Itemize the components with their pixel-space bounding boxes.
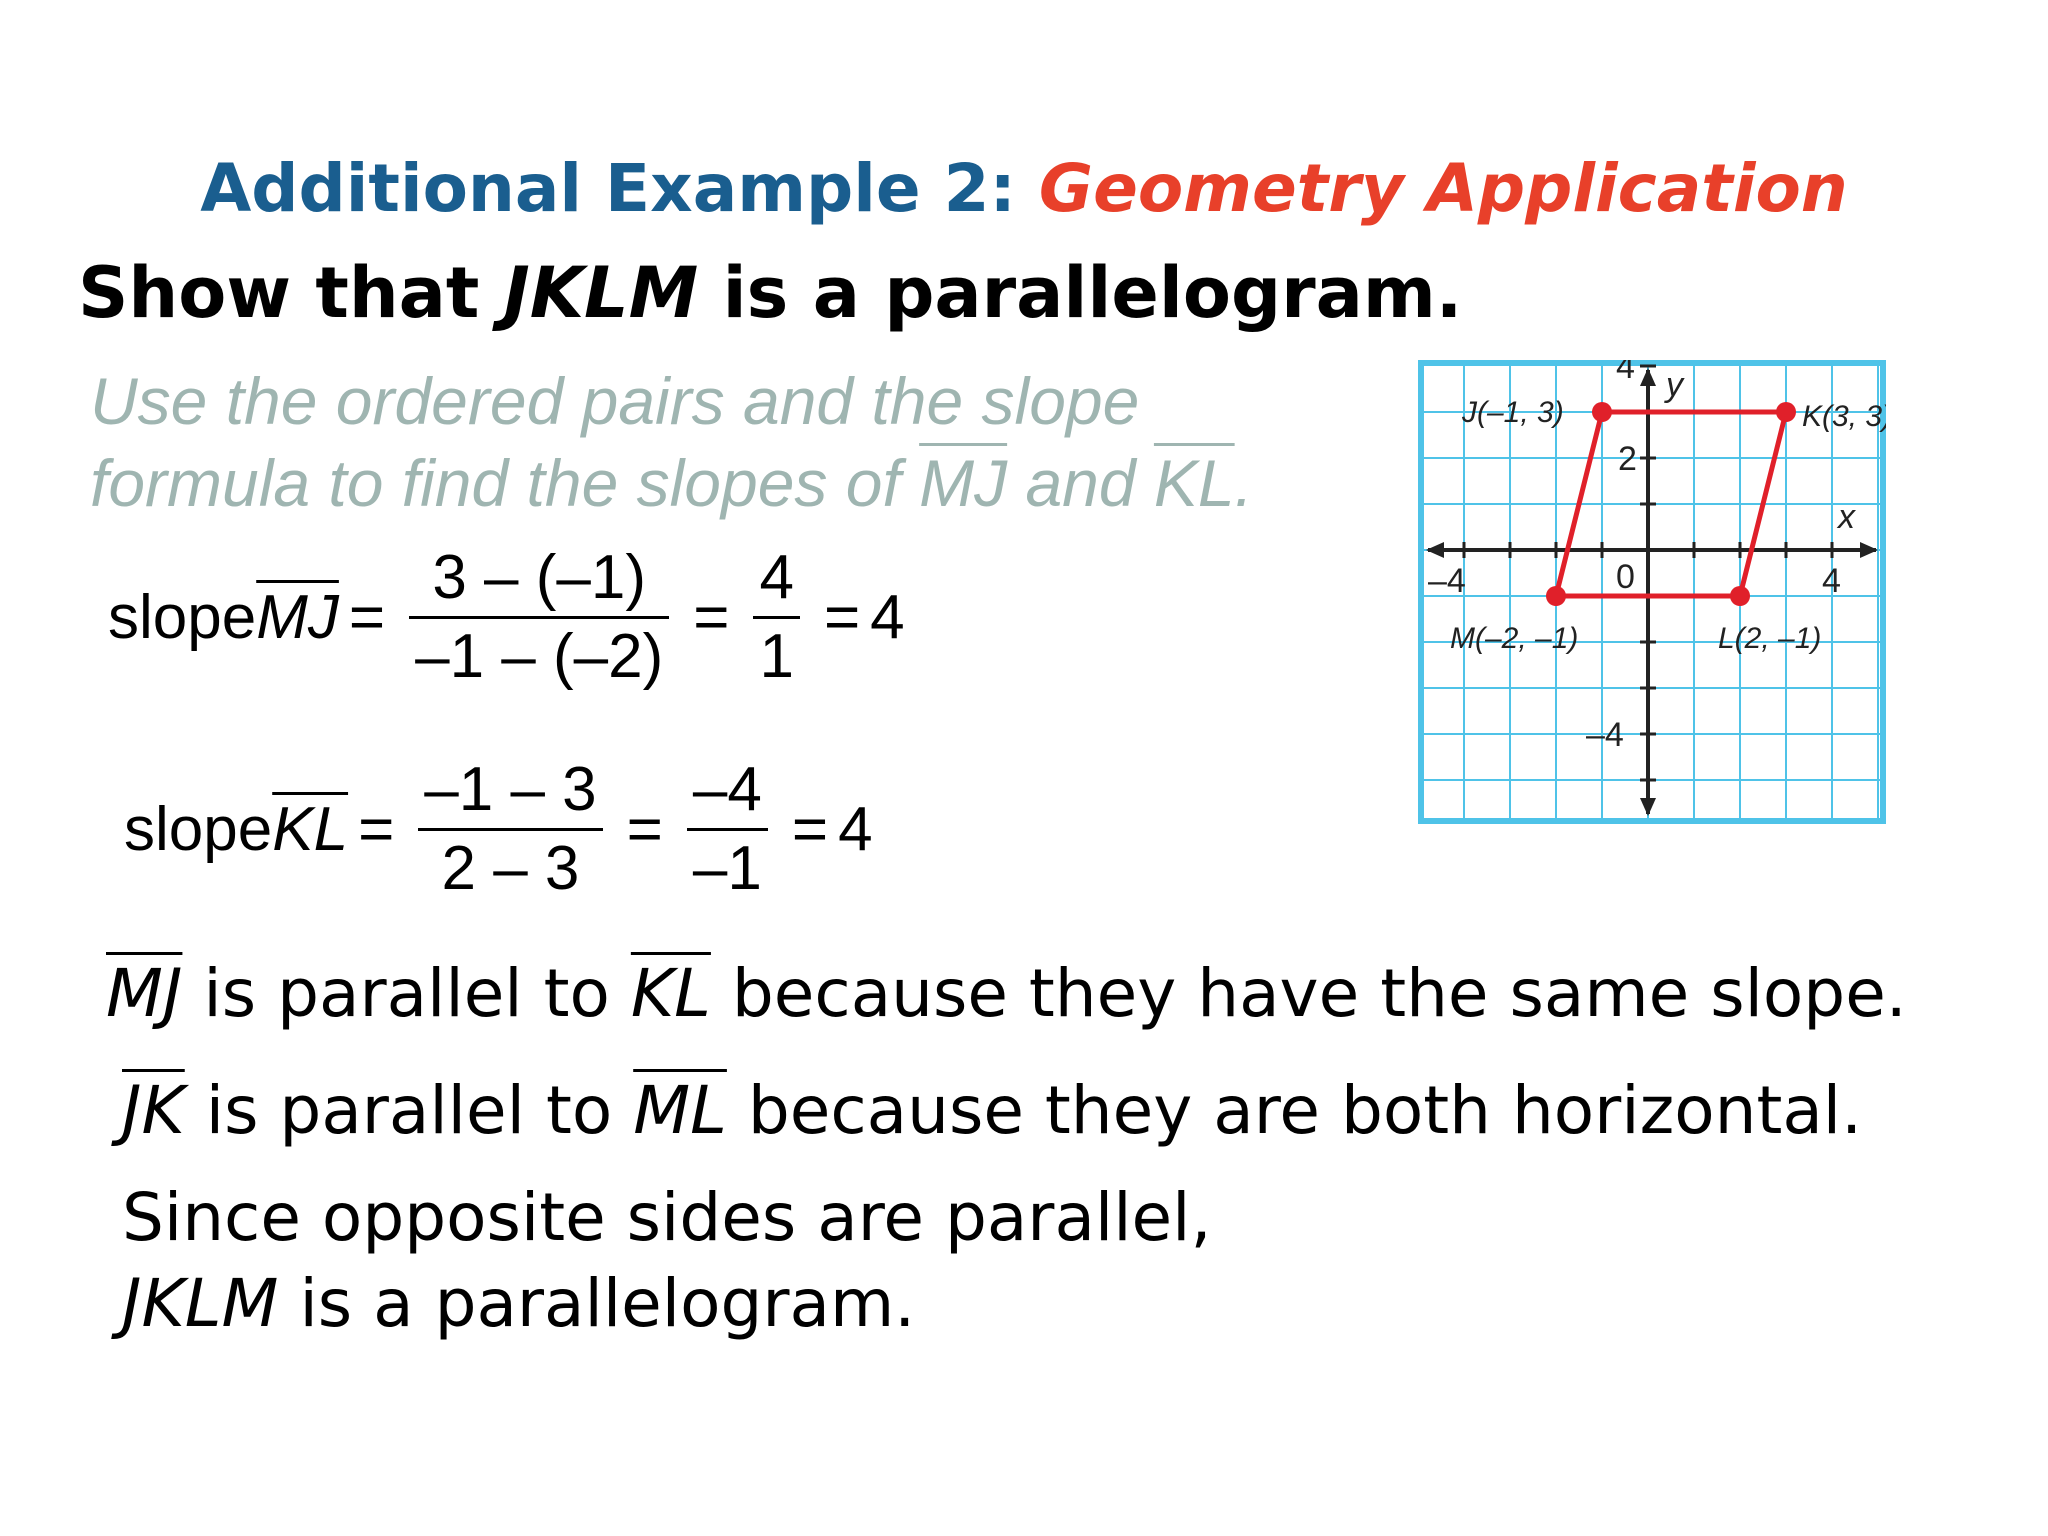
vertex-point [1730,586,1750,606]
conclusion-line-2 [122,1261,1211,1347]
hint-text [90,360,1253,524]
eq2-numerator: –1 – 3 [424,755,597,824]
tick-label-x-4: 4 [1822,562,1841,600]
stmt1-segment-1: $\overline{MJ}$ [106,955,183,1032]
hint-line-2-before: formula to find the slopes of [90,446,920,520]
statement-parallel-horizontal [122,1072,1862,1149]
prompt-figure: JKLM [503,252,699,334]
tick-label-y-neg-4: –4 [1586,716,1624,754]
eq1-result: 4 [870,583,905,652]
conclusion-line-1: Since opposite sides are parallel, [122,1179,1212,1256]
vertex-label: M(–2, –1) [1450,622,1579,655]
tick-label-origin: 0 [1616,558,1635,596]
eq1-fraction-1 [409,540,669,695]
eq2-equals-1: = [358,795,395,864]
title-emphasis: Geometry Application [1038,150,1848,227]
statement-parallel-slope [106,955,1907,1032]
eq2-fraction-2 [687,752,768,907]
tick-label-y-2: 2 [1618,440,1637,478]
stmt1-segment-2: $\overline{KL}$ [630,955,711,1032]
hint-end: . [1234,446,1253,520]
eq1-segment: $\overline{MJ}$ [256,583,339,652]
eq1-label: slope [108,583,257,652]
eq2-fraction-1 [418,752,602,907]
stmt2-segment-1: $\overline{JK}$ [122,1072,185,1149]
prompt-after: is a parallelogram. [698,252,1463,334]
coordinate-graph [1418,360,1886,824]
eq1-numerator-2: 4 [759,543,794,612]
slope-equation-mj [108,540,905,695]
stmt1-end: because they have the same slope. [710,955,1907,1032]
tick-label-y-4: 4 [1616,360,1635,386]
x-axis-label: x [1838,498,1855,536]
conclusion-figure: JKLM [122,1265,279,1342]
stmt2-segment-2: $\overline{ML}$ [633,1072,727,1149]
y-axis-label: y [1666,366,1683,404]
conclusion [122,1175,1211,1347]
eq2-equals-3: = [791,795,829,864]
eq2-denominator-2: –1 [692,834,762,903]
prompt-before: Show that [78,252,504,334]
slide-title [0,150,2048,227]
coordinate-graph-svg [1418,360,1886,824]
vertex-label: L(2, –1) [1718,622,1822,655]
hint-line-2 [90,442,1253,524]
slope-equation-kl [124,752,873,907]
problem-prompt [78,252,1462,334]
eq2-result: 4 [838,795,873,864]
eq1-denominator-2: 1 [759,622,794,691]
hint-segment-kl: $\overline{KL}$ [1153,446,1235,520]
eq2-numerator-2: –4 [692,755,762,824]
eq1-fraction-2 [753,540,799,695]
vertex-point [1592,402,1612,422]
hint-line-1: Use the ordered pairs and the slope [90,364,1140,438]
vertex-label: J(–1, 3) [1462,396,1564,429]
hint-mid: and [1007,446,1154,520]
eq2-denominator: 2 – 3 [441,834,580,903]
vertex-point [1776,402,1796,422]
title-prefix: Additional Example 2: [200,150,1016,227]
eq1-equals-3: = [823,583,861,652]
stmt2-mid: is parallel to [184,1072,634,1149]
eq2-segment: $\overline{KL}$ [272,795,349,864]
eq1-equals-2: = [693,583,730,652]
hint-segment-mj: $\overline{MJ}$ [919,446,1008,520]
stmt2-end: because they are both horizontal. [726,1072,1863,1149]
vertex-label: K(3, 3) [1802,400,1886,433]
eq2-equals-2: = [626,795,663,864]
conclusion-line-2-text: is a parallelogram. [278,1265,916,1342]
stmt1-mid: is parallel to [182,955,631,1032]
tick-label-x-neg-4: –4 [1428,562,1466,600]
eq1-numerator: 3 – (–1) [432,543,646,612]
eq1-equals-1: = [348,583,386,652]
eq2-label: slope [124,795,273,864]
vertex-point [1546,586,1566,606]
eq1-denominator: –1 – (–2) [415,622,664,691]
